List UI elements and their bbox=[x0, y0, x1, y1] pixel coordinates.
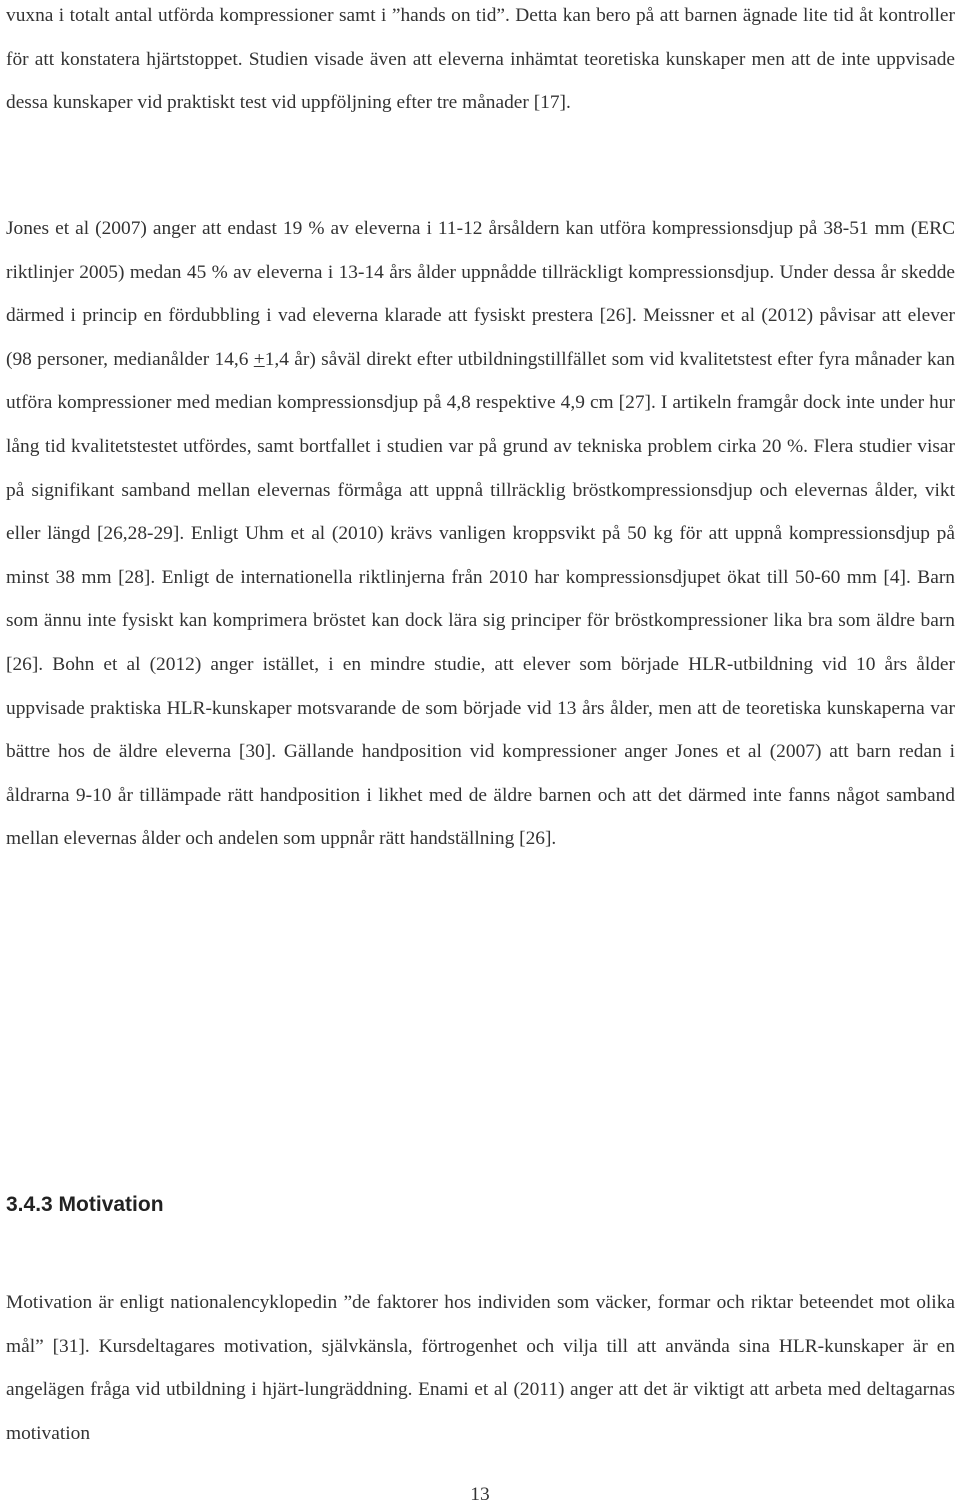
paragraph-jones-meissner bbox=[6, 207, 955, 861]
paragraph-text-end: 1,4 år) såväl direkt efter utbildningstillfället som vid kvalitetstest efter fyra månader kan utföra kompressioner med median kompressionsdjup på 4,8 respektive 4,9 cm [27]. I artikeln framgår dock inte under hur lång tid kvalitetstestet utfördes, samt bortfallet i studien var på grund av tekniska problem cirka 20 %. Flera studier visar på signifikant samband mellan elevernas förmåga att uppnå tillräcklig bröstkompressionsdjup och elevernas ålder, vikt eller längd [26,28-29]. Enligt Uhm et al (2010) krävs vanligen kroppsvikt på 50 kg för att uppnå kompressionsdjup på minst 38 mm [28]. Enligt de internationella riktlinjerna från 2010 har kompressionsdjupet ökat till 50-60 mm [4]. Barn som ännu inte fysiskt kan komprimera bröstet kan dock lära sig principer för bröstkompressioner lika bra som äldre barn [26]. Bohn et al (2012) anger istället, i en mindre studie, att elever som började HLR-utbildning vid 10 års ålder uppvisade praktiska HLR-kunskaper motsvarande de som började vid 13 års ålder, men att de teoretiska kunskaperna var bättre hos de äldre eleverna [30]. Gällande handposition vid kompressioner anger Jones et al (2007) att barn redan i åldrarna 9-10 år tillämpade rätt handposition i likhet med de äldre barnen och att det därmed inte fanns något samband mellan elevernas ålder och andelen som uppnår rätt handställning [26]. bbox=[6, 348, 955, 850]
page-number: 13 bbox=[470, 1484, 490, 1505]
plus-minus-sign: + bbox=[253, 348, 265, 370]
paragraph-motivation: Motivation är enligt nationalencyklopedin ”de faktorer hos individen som väcker, formar och riktar beteendet mot olika mål” [31]. Kursdeltagares motivation, självkänsla, förtrogenhet och vilja till att använda sina HLR-kunskaper är en angelägen fråga vid utbildning i hjärt-lungräddning. Enami et al (2011) anger att det är viktigt att arbeta med deltagarnas motivation bbox=[6, 1292, 955, 1444]
section-heading: 3.4.3 Motivation bbox=[6, 1193, 164, 1216]
paragraph-text-start: Jones et al (2007) anger att endast 19 % av eleverna i 11-12 årsåldern kan utföra kompressionsdjup på 38-51 mm (ERC riktlinjer 2005) medan 45 % av eleverna i 13-14 års ålder uppnådde tillräckligt kompressionsdjup. Under dessa år skedde därmed i princip en fördubbling i vad eleverna klarade att fysiskt prestera [26]. Meissner et al (2012) påvisar att elever (98 personer, medianålder 14,6 bbox=[6, 218, 955, 370]
paragraph-continuation: vuxna i totalt antal utförda kompressioner samt i ”hands on tid”. Detta kan bero på att barnen ägnade lite tid åt kontroller för att konstatera hjärtstoppet. Studien visade även att eleverna inhämtat teoretiska kunskaper men att de inte uppvisade dessa kunskaper vid praktiskt test vid uppföljning efter tre månader [17]. bbox=[6, 5, 955, 114]
